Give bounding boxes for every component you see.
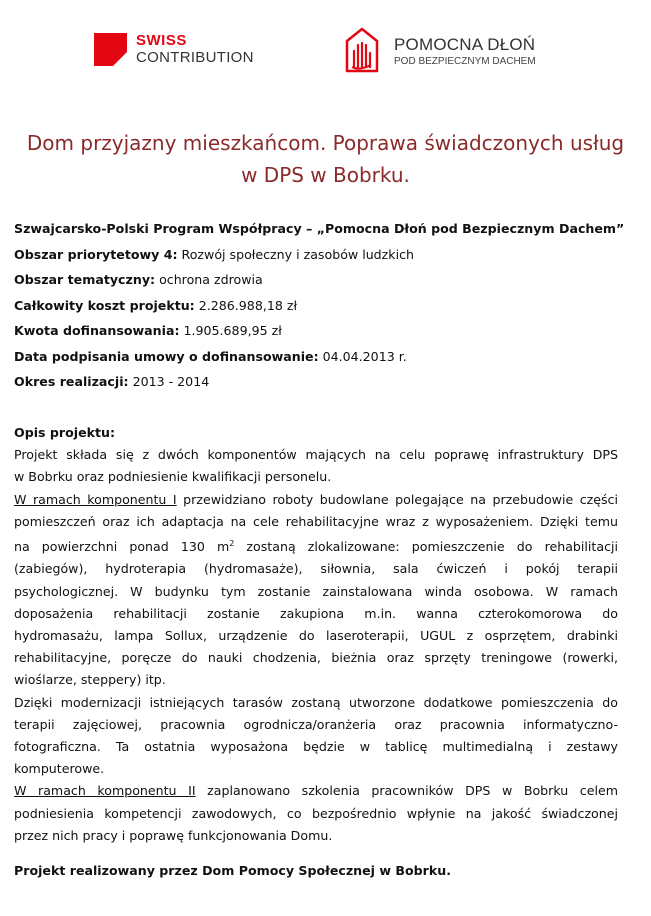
footer-note: Projekt realizowany przez Dom Pomocy Społecznej w Bobrku. <box>14 863 452 878</box>
priority-value: Rozwój społeczny i zasobów ludzkich <box>177 246 414 262</box>
desc-line: rehabilitacyjne, poręcze do nauki chodzenia, bieżnia oraz sprzęty treningowe (rowerki, <box>14 650 618 666</box>
funding-value: 1.905.689,95 zł <box>179 323 282 338</box>
title-line-2: w DPS w Bobrku. <box>241 163 410 187</box>
component-1-label: W ramach komponentu I <box>14 491 177 507</box>
desc-line: komputerowe. <box>14 761 105 777</box>
program-name: Szwajcarsko-Polski Program Współpracy – „Pomocna Dłoń pod Bezpiecznym Dachem” <box>14 221 625 236</box>
hand-house-icon <box>345 27 379 73</box>
period-value: 2013 - 2014 <box>128 374 210 389</box>
period-label: Okres realizacji: <box>14 374 129 389</box>
thematic-value: ochrona zdrowia <box>155 272 263 287</box>
cost-value: 2.286.988,18 zł <box>194 297 298 313</box>
pomocna-logo-line2: POD BEZPIECZNYM DACHEM <box>394 56 536 67</box>
desc-line: hydromasażu, lampa Sollux, urządzenie do laseroterapii, UGUL z osprzętem, drabinki <box>14 628 618 644</box>
pomocna-logo-line1: POMOCNA DŁOŃ <box>394 35 536 54</box>
cost-label: Całkowity koszt projektu: <box>14 297 195 313</box>
period-row <box>14 369 624 395</box>
thematic-label: Obszar tematyczny: <box>14 272 156 287</box>
project-info <box>14 216 624 395</box>
desc-line: psychologicznej. W budynku tym zostanie zainstalowana winda osobowa. W ramach <box>14 583 618 599</box>
desc-line: Projekt składa się z dwóch komponentów mających na celu poprawę infrastruktury DPS <box>14 447 618 463</box>
page-title <box>0 127 651 191</box>
funding-label: Kwota dofinansowania: <box>14 323 180 338</box>
superscript: 2 <box>229 539 235 549</box>
title-line-1: Dom przyjazny mieszkańcom. Poprawa świadczonych usług <box>26 131 625 155</box>
desc-line: wioślarze, steppery) itp. <box>14 672 166 688</box>
project-description <box>14 422 618 847</box>
desc-line: na powierzchni ponad 130 $m^2$ zostaną zlokalizowane: pomieszczenie do rehabilitacji <box>14 539 618 555</box>
cost-row <box>14 293 624 319</box>
swiss-flag-icon <box>94 33 127 66</box>
desc-line: (zabiegów), hydroterapia (hydromasaże), siłownia, sala ćwiczeń i pokój terapii <box>14 561 618 577</box>
desc-line: w Bobrku oraz podniesienie kwalifikacji personelu. <box>14 469 332 485</box>
swiss-contribution-logo <box>94 33 264 71</box>
desc-line: doposażenia rehabilitacji zostanie zakupiona m.in. wanna czterokomorowa do <box>14 605 618 621</box>
desc-line: Dzięki modernizacji istniejących tarasów zostaną utworzone dodatkowe pomieszczenia do <box>14 694 618 710</box>
funding-row <box>14 318 624 344</box>
priority-row <box>14 242 624 268</box>
desc-line: podniesienia kompetencji zawodowych, co bezpośrednio wpłynie na jakość świadczonej <box>14 805 618 821</box>
swiss-logo-line1: SWISS <box>136 32 187 49</box>
thematic-row <box>14 267 624 293</box>
swiss-logo-line2: CONTRIBUTION <box>136 49 254 66</box>
description-heading: Opis projektu: <box>14 425 116 440</box>
desc-line: W ramach komponentu II zaplanowano szkolenia pracowników DPS w Bobrku celem <box>14 783 618 799</box>
date-label: Data podpisania umowy o dofinansowanie: <box>14 348 319 364</box>
desc-line: fotograficzna. Ta ostatnia wyposażona będzie w tablicę multimedialną i zestawy <box>14 739 618 755</box>
priority-label: Obszar priorytetowy 4: <box>14 246 178 262</box>
date-value: 04.04.2013 r. <box>318 348 407 364</box>
desc-line: przez nich pracy i poprawę funkcjonowania Domu. <box>14 827 333 843</box>
desc-line: pomieszczeń oraz ich adaptacja na cele rehabilitacyjne wraz z wyposażeniem. Dzięki temu <box>14 513 618 529</box>
pomocna-dlon-logo <box>345 27 555 75</box>
desc-line: W ramach komponentu I przewidziano roboty budowlane polegające na przebudowie części <box>14 491 618 507</box>
component-2-label: W ramach komponentu II <box>14 783 196 799</box>
desc-line: terapii zajęciowej, pracownia ogrodnicza/oranżeria oraz pracownia informatyczno- <box>14 716 618 732</box>
date-row <box>14 344 624 370</box>
